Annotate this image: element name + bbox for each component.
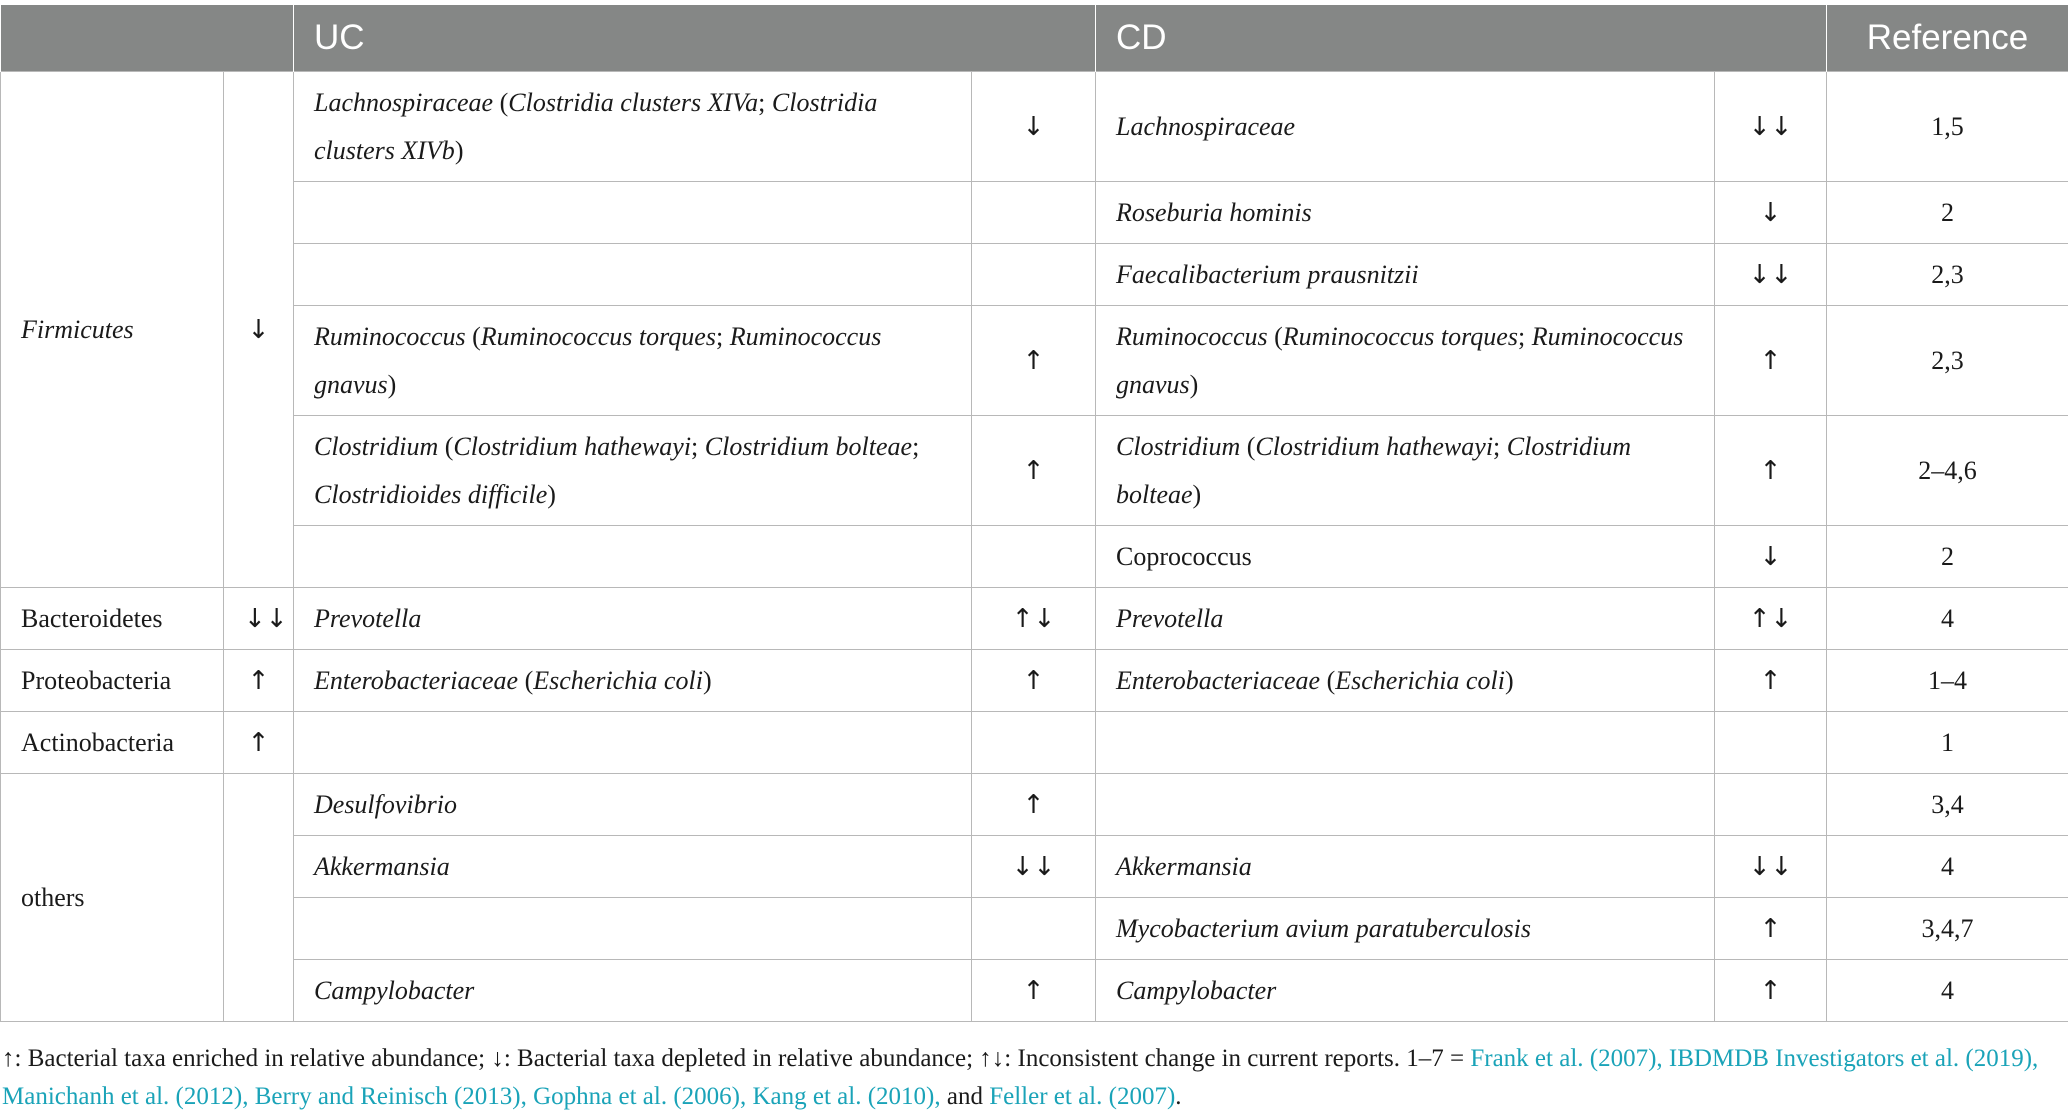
cd-taxon [1096, 588, 1715, 650]
table-row [1, 526, 2068, 588]
taxon-name: Escherichia coli [1335, 665, 1505, 695]
uc-arrow: ↑↓ [972, 588, 1096, 650]
footnote-reference-link-feller[interactable]: Feller et al. (2007) [989, 1083, 1176, 1110]
cd-taxon [1096, 244, 1715, 306]
reference-cell: 3,4,7 [1827, 898, 2068, 960]
taxon-name: Lachnospiraceae [314, 87, 494, 117]
taxon-name: Clostridia clusters XIVb [314, 87, 878, 165]
reference-cell: 2,3 [1827, 244, 2068, 306]
header-phylum [1, 5, 294, 72]
cd-taxon [1096, 526, 1715, 588]
taxon-name: Campylobacter [1116, 975, 1277, 1005]
cd-taxon [1096, 306, 1715, 416]
uc-arrow: ↓↓ [972, 836, 1096, 898]
uc-arrow [972, 526, 1096, 588]
phylum-arrow [224, 774, 294, 1022]
taxon-name: Ruminococcus gnavus [1116, 321, 1684, 399]
taxon-name: Prevotella [1116, 603, 1224, 633]
table-row [1, 650, 2068, 712]
taxon-name: Clostridium hathewayi [1255, 431, 1494, 461]
footnote-references-link[interactable]: Frank et al. (2007), IBDMDB Investigators et al. (2019), Manichanh et al. (2012), Berry and Reinisch (2013), Gophna et al. (2006), Kang et al. (2010), [2, 1045, 2039, 1110]
taxon-name: Ruminococcus [314, 321, 466, 351]
taxon-punctuation: ( [493, 87, 509, 117]
header-uc: UC [294, 5, 1096, 72]
taxon-name: Clostridium [1116, 431, 1241, 461]
taxon-punctuation: ; [1493, 431, 1507, 461]
cd-arrow: ↑ [1715, 416, 1827, 526]
uc-arrow: ↑ [972, 774, 1096, 836]
cd-taxon [1096, 774, 1715, 836]
taxon-name: Akkermansia [314, 851, 450, 881]
taxon-name: Clostridium bolteae [704, 431, 913, 461]
taxon-name: Desulfovibrio [314, 789, 457, 819]
table-row [1, 244, 2068, 306]
taxa-table [0, 5, 2068, 1022]
taxon-punctuation: ) [1189, 369, 1199, 399]
uc-taxon [294, 712, 972, 774]
uc-taxon [294, 836, 972, 898]
taxon-name: Ruminococcus torques [480, 321, 716, 351]
header-reference: Reference [1827, 5, 2068, 72]
footnote-end: . [1175, 1083, 1182, 1110]
footnote-conjunction: and [940, 1083, 990, 1110]
header-row [1, 5, 2068, 72]
taxon-punctuation: ( [1240, 431, 1256, 461]
taxon-punctuation: ; [758, 87, 772, 117]
cd-taxon [1096, 182, 1715, 244]
taxon-punctuation: ) [454, 135, 464, 165]
table-row [1, 182, 2068, 244]
taxon-name: Mycobacterium avium paratuberculosis [1116, 913, 1531, 943]
reference-cell: 2–4,6 [1827, 416, 2068, 526]
uc-arrow [972, 898, 1096, 960]
phylum-cell: Bacteroidetes [1, 588, 224, 650]
table-footnote [2, 1040, 2062, 1116]
phylum-arrow: ↑ [224, 712, 294, 774]
uc-taxon [294, 416, 972, 526]
phylum-arrow: ↓ [224, 72, 294, 588]
phylum-cell: Actinobacteria [1, 712, 224, 774]
taxon-punctuation: ; [912, 431, 920, 461]
cd-arrow [1715, 774, 1827, 836]
reference-cell: 1–4 [1827, 650, 2068, 712]
taxon-punctuation: ( [1320, 665, 1336, 695]
cd-arrow: ↓↓ [1715, 244, 1827, 306]
taxon-punctuation: ) [1504, 665, 1514, 695]
taxon-name: Clostridium bolteae [1116, 431, 1632, 509]
taxon-punctuation: Coprococcus [1116, 541, 1252, 571]
cd-taxon [1096, 416, 1715, 526]
table-row [1, 416, 2068, 526]
taxon-punctuation: ) [547, 479, 556, 509]
taxon-punctuation: ; [1517, 321, 1532, 351]
taxon-name: Faecalibacterium prausnitzii [1116, 259, 1419, 289]
uc-taxon [294, 182, 972, 244]
cd-taxon [1096, 72, 1715, 182]
table-row [1, 774, 2068, 836]
reference-cell: 4 [1827, 836, 2068, 898]
taxon-punctuation: ( [1267, 321, 1283, 351]
taxon-name: Clostridia clusters XIVa [508, 87, 759, 117]
taxon-name: Escherichia coli [533, 665, 703, 695]
cd-arrow: ↑↓ [1715, 588, 1827, 650]
table-row [1, 898, 2068, 960]
cd-arrow: ↑ [1715, 650, 1827, 712]
taxon-name: Akkermansia [1116, 851, 1252, 881]
uc-taxon [294, 960, 972, 1022]
cd-taxon [1096, 960, 1715, 1022]
phylum-cell: Proteobacteria [1, 650, 224, 712]
reference-cell: 2 [1827, 526, 2068, 588]
phylum-arrow: ↑ [224, 650, 294, 712]
table-row [1, 588, 2068, 650]
taxon-name: Campylobacter [314, 975, 475, 1005]
reference-cell: 1,5 [1827, 72, 2068, 182]
taxon-name: Clostridium hathewayi [453, 431, 692, 461]
taxon-name: Enterobacteriaceae [1116, 665, 1321, 695]
taxon-punctuation: ; [691, 431, 705, 461]
reference-cell: 4 [1827, 588, 2068, 650]
taxon-name: Enterobacteriaceae [314, 665, 519, 695]
table-row [1, 712, 2068, 774]
reference-cell: 2 [1827, 182, 2068, 244]
taxon-name: Ruminococcus gnavus [314, 321, 882, 399]
taxon-name: Lachnospiraceae [1116, 111, 1296, 141]
taxon-punctuation: ) [387, 369, 397, 399]
uc-arrow [972, 712, 1096, 774]
reference-cell: 2,3 [1827, 306, 2068, 416]
uc-arrow: ↑ [972, 306, 1096, 416]
table-row [1, 306, 2068, 416]
taxon-name: Clostridium [314, 431, 439, 461]
reference-cell: 1 [1827, 712, 2068, 774]
taxon-punctuation: ) [1192, 479, 1202, 509]
table-row [1, 72, 2068, 182]
uc-taxon [294, 526, 972, 588]
uc-arrow: ↓ [972, 72, 1096, 182]
cd-taxon [1096, 898, 1715, 960]
uc-taxon [294, 588, 972, 650]
taxon-punctuation: ) [702, 665, 712, 695]
cd-arrow: ↓↓ [1715, 836, 1827, 898]
phylum-cell: Firmicutes [1, 72, 224, 588]
uc-arrow [972, 244, 1096, 306]
phylum-cell: others [1, 774, 224, 1022]
taxon-punctuation: ( [438, 431, 454, 461]
cd-taxon [1096, 712, 1715, 774]
table-row [1, 836, 2068, 898]
footnote-legend: ↑: Bacterial taxa enriched in relative abundance; ↓: Bacterial taxa depleted in relative abundance; ↑↓: Inconsistent change in current reports. 1–7 = [2, 1045, 1471, 1072]
cd-arrow: ↓ [1715, 182, 1827, 244]
uc-taxon [294, 244, 972, 306]
taxon-punctuation: ( [518, 665, 534, 695]
uc-arrow: ↑ [972, 416, 1096, 526]
uc-taxon [294, 774, 972, 836]
taxon-punctuation: ; [715, 321, 730, 351]
uc-arrow: ↑ [972, 650, 1096, 712]
taxon-name: Ruminococcus torques [1282, 321, 1518, 351]
taxon-name: Ruminococcus [1116, 321, 1268, 351]
uc-taxon [294, 306, 972, 416]
cd-taxon [1096, 836, 1715, 898]
cd-arrow: ↑ [1715, 306, 1827, 416]
cd-arrow: ↑ [1715, 898, 1827, 960]
reference-cell: 4 [1827, 960, 2068, 1022]
taxon-name: Roseburia hominis [1116, 197, 1312, 227]
cd-arrow: ↓↓ [1715, 72, 1827, 182]
uc-taxon [294, 898, 972, 960]
uc-arrow: ↑ [972, 960, 1096, 1022]
phylum-arrow: ↓↓ [224, 588, 294, 650]
cd-arrow: ↑ [1715, 960, 1827, 1022]
header-cd: CD [1096, 5, 1827, 72]
table-row [1, 960, 2068, 1022]
taxon-name: Clostridioides difficile [314, 479, 548, 509]
uc-taxon [294, 72, 972, 182]
uc-arrow [972, 182, 1096, 244]
cd-arrow: ↓ [1715, 526, 1827, 588]
reference-cell: 3,4 [1827, 774, 2068, 836]
cd-arrow [1715, 712, 1827, 774]
cd-taxon [1096, 650, 1715, 712]
taxon-name: Prevotella [314, 603, 422, 633]
uc-taxon [294, 650, 972, 712]
taxon-punctuation: ( [465, 321, 481, 351]
